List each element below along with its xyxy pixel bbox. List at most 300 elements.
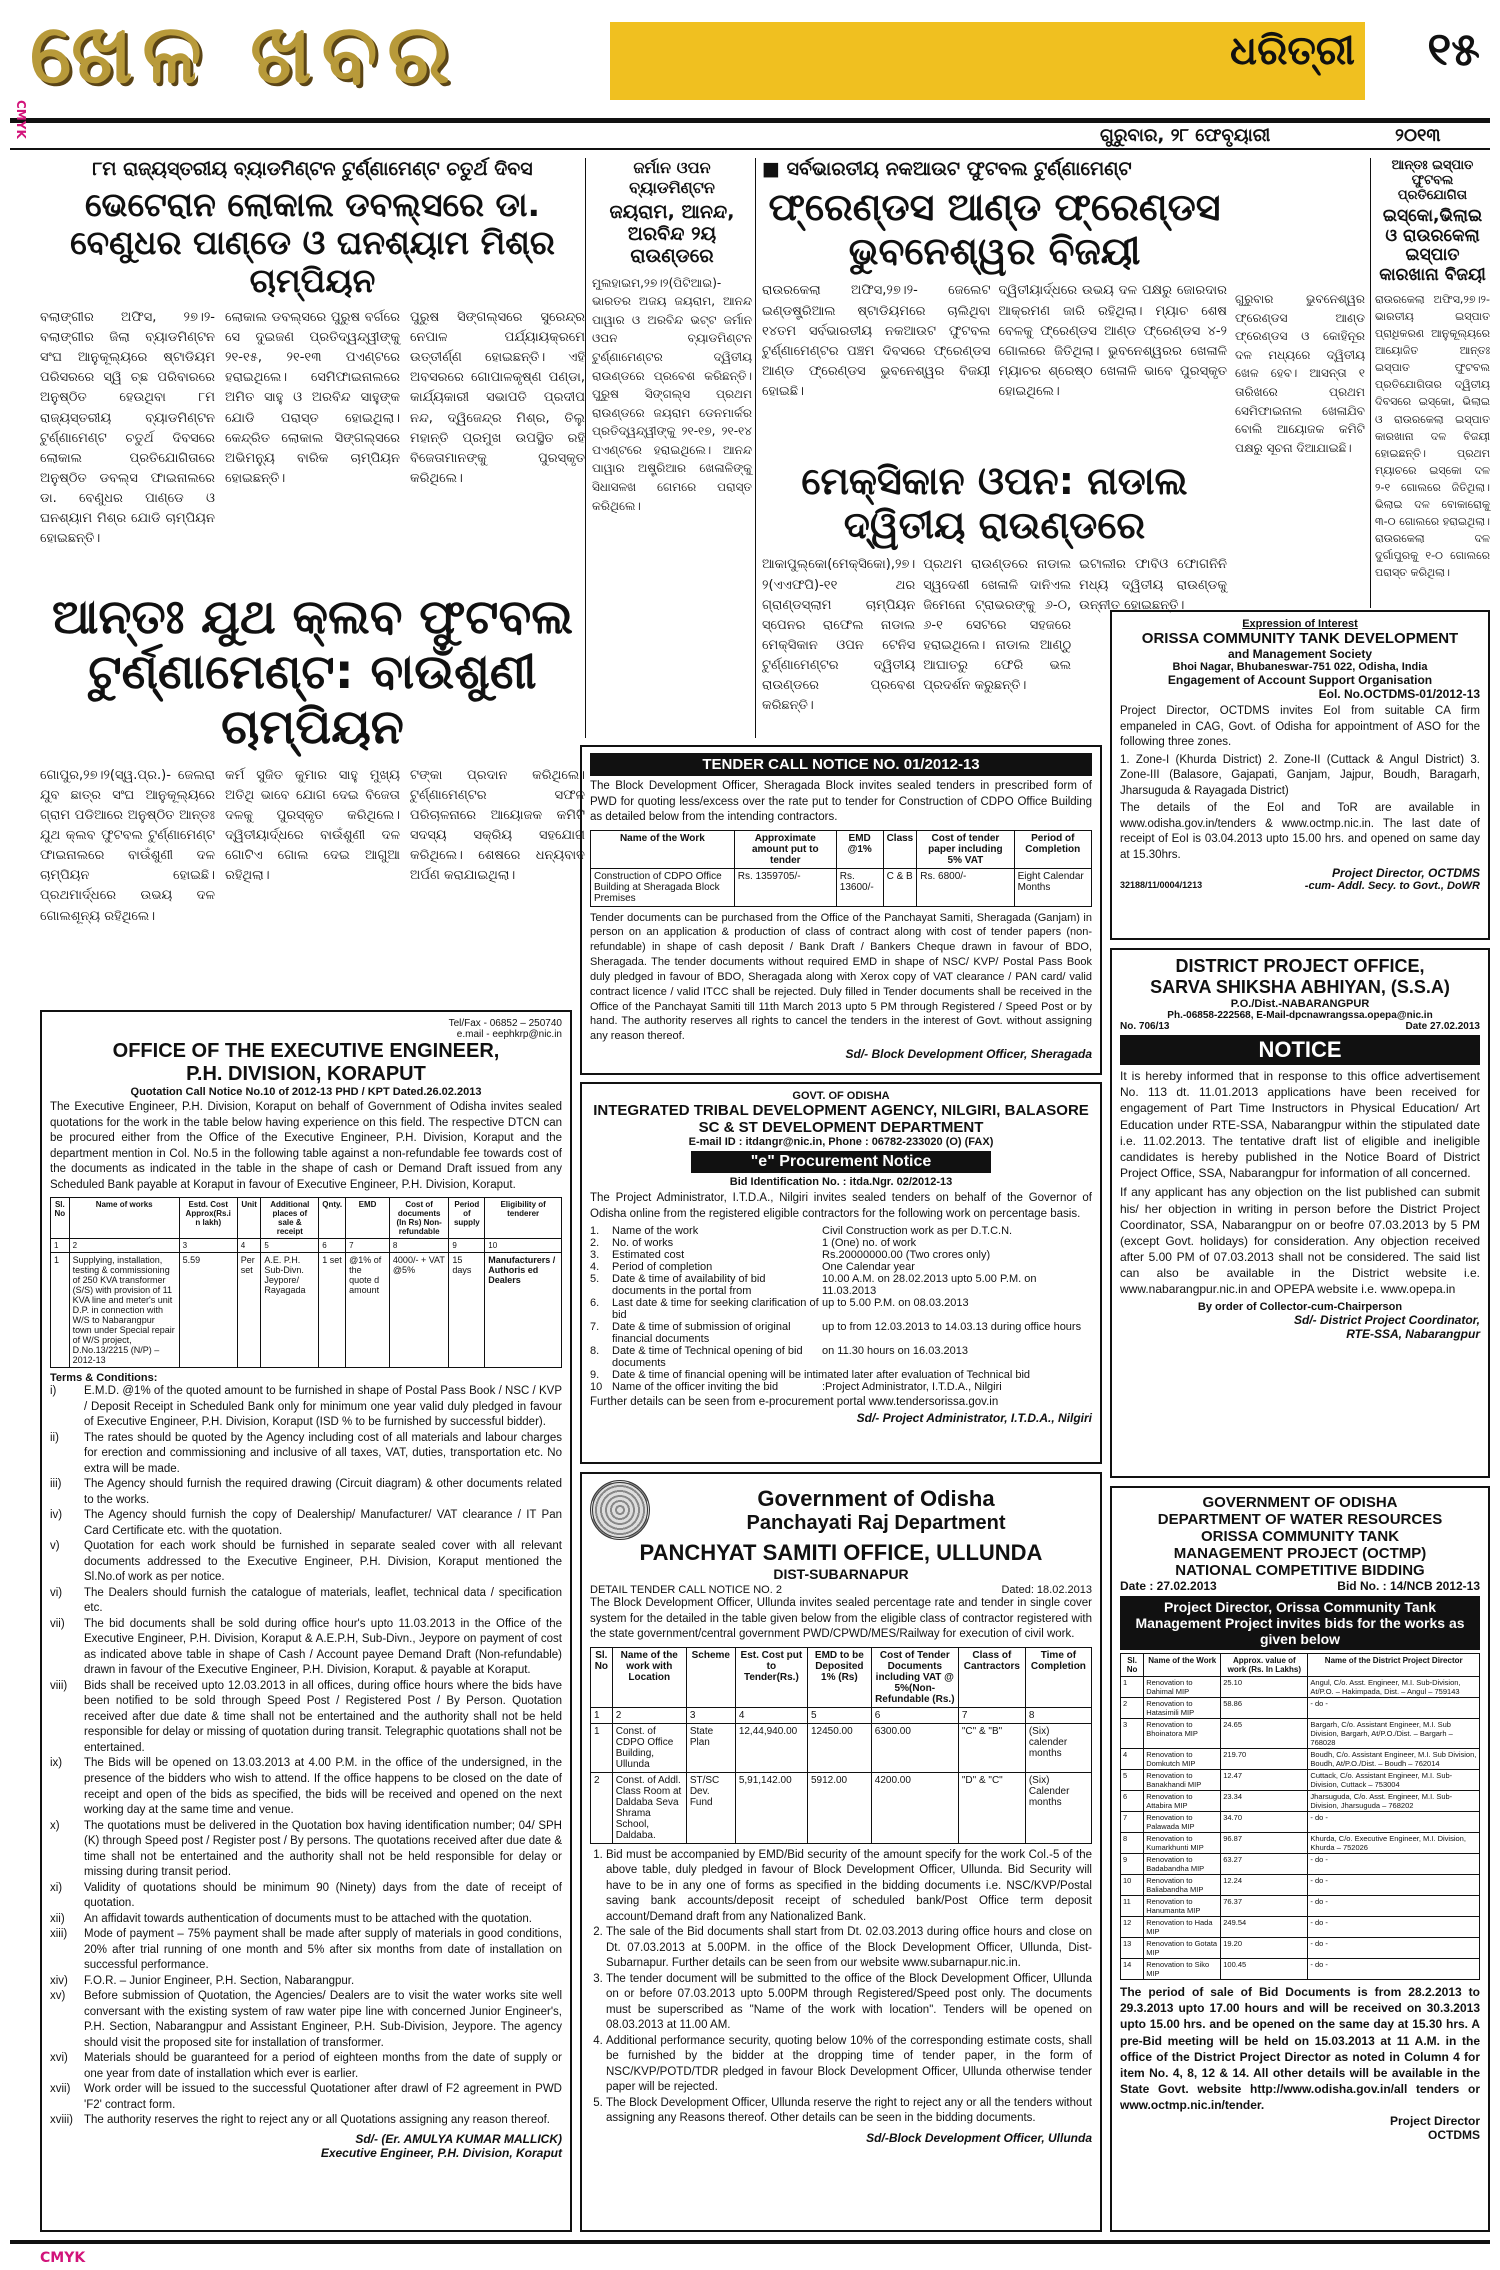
table-cell: 1: [51, 1239, 70, 1253]
table-cell: - do -: [1308, 1812, 1480, 1833]
ad-ullunda-tender: [580, 1472, 1102, 2232]
item-number: 1.: [590, 1225, 600, 1238]
ad-title: NATIONAL COMPETITIVE BIDDING: [1175, 1562, 1425, 1579]
conditions-list: [606, 1848, 1092, 2127]
table-cell: Const. of CDPO Office Building, Ullunda: [612, 1723, 686, 1772]
table-cell: Const. of Addl. Class Room at Daldaba Seva Shrama School, Daldaba.: [612, 1772, 686, 1843]
table-cell: Renovation to Bhoinatora MIP: [1144, 1719, 1221, 1749]
term-text: The authority reserves the right to reject any or all Quotations assigning any reason thereof.: [84, 2114, 551, 2127]
table-cell: 19.20: [1221, 1938, 1308, 1959]
table-header: EMD to be Deposited 1% (Rs): [807, 1647, 871, 1707]
term-number: xi): [50, 1881, 63, 1894]
story-kicker: ଆନ୍ତଃ ଇସ୍ପାତ ଫୁଟବଲ ପ୍ରତିଯୋଗିତା: [1391, 158, 1474, 203]
list-item: [50, 2051, 562, 2082]
ad-email: E-mail ID : itdangr@nic.in, Phone : 06782-233020 (O) (FAX): [688, 1136, 994, 1148]
table-cell: 13: [1121, 1938, 1144, 1959]
story-body: ଇଟାଲୀର ଫାବିଓ ଫୋଗନିନି ମଧ୍ୟ ଦ୍ୱିତୀୟ ରାଉଣ୍ଡକୁ ଉନ୍ନୀତ ହୋଇଛନ୍ତି।: [1079, 557, 1228, 613]
table-cell: "C" & "B": [958, 1723, 1025, 1772]
list-item: [50, 1679, 562, 1757]
table-cell: 11: [1121, 1896, 1144, 1917]
story-body: ଟଙ୍କା ପ୍ରଦାନ କରିଥିଲେ। ଟୁର୍ଣ୍ଣାମେଣ୍ଟର ସଫଳ ପରିଚାଳନାରେ ଆୟୋଜକ କମିଟି ସଦସ୍ୟ ସକ୍ରିୟ ସହଯୋଗ କରିଥିଲେ। ଶେଷରେ ଧନ୍ୟବାଦ ଅର୍ପଣ କରାଯାଇଥିଲା।: [410, 767, 585, 884]
list-item: [50, 1819, 562, 1881]
table-cell: 6: [871, 1707, 958, 1723]
item-label: Date & time of submission of original financial documents: [612, 1321, 791, 1346]
term-number: vi): [50, 1586, 63, 1599]
table-cell: 5,91,142.00: [735, 1772, 807, 1843]
item-number: 7.: [590, 1321, 600, 1334]
table-cell: 249.54: [1221, 1917, 1308, 1938]
ad-ref: 32188/11/0004/1213: [1120, 880, 1203, 891]
table-cell: 12.47: [1221, 1770, 1308, 1791]
ad-details: The details of the EoI and ToR are available in www.odisha.gov.in/tenders & www.octmp.nic.in. The last date of receipt of EoI is 03.04.2013 upto 15.00 hrs. and opened on same day at 15.30hrs.: [1120, 802, 1480, 861]
item-number: 5.: [590, 1273, 600, 1286]
table-cell: 100.45: [1221, 1959, 1308, 1980]
term-text: An affidavit towards authentication of documents must to be attached with the quotation.: [84, 1912, 532, 1925]
term-number: v): [50, 1540, 60, 1553]
term-number: xvii): [50, 2083, 71, 2096]
item-value: on 11.30 hours on 16.03.2013: [822, 1345, 968, 1358]
list-item: [50, 1617, 562, 1679]
story-kicker: ଜର୍ମାନ ଓପନ ବ୍ୟାଡମିଣ୍ଟନ: [629, 158, 715, 197]
table-cell: Bargarh, C/o. Assistant Engineer, M.I. Sub Division, Bargarh, At/P.O./Dist. – Bargarh – 768028: [1308, 1719, 1480, 1749]
table-cell: - do -: [1308, 1854, 1480, 1875]
column-rule: [585, 158, 586, 738]
item-value: :Project Administrator, I.T.D.A., Nilgiri: [822, 1381, 1002, 1394]
table-row: [1121, 1812, 1480, 1833]
term-text: The rates should be quoted by the Agency including cost of all materials and labour charges for erection and commissioning and inclusive of all taxes, VAT, duties, transportation etc. No extra will be made.: [84, 1431, 562, 1475]
table-cell: @1% of the quote d amount: [346, 1253, 390, 1368]
table-cell: 23.34: [1221, 1791, 1308, 1812]
term-text: Work order will be issued to the successful Quotationer after drawl of F2 agreement in PWD 'F2' contract form.: [84, 2083, 562, 2111]
ad-signature: Executive Engineer, P.H. Division, Koraput: [320, 2145, 562, 2160]
quotation-table: [50, 1197, 562, 1368]
ad-sheragada-tender: [580, 745, 1102, 1075]
item-number: 3.: [590, 1249, 600, 1262]
ad-signature: Sd/- Project Administrator, I.T.D.A., Nilgiri: [856, 1410, 1092, 1425]
list-item: 2. The sale of the Bid documents shall start from Dt. 02.03.2013 during office hours and close on Dt. 07.03.2013 at 5.00PM. in the office of the Block Development Officer, Ullunda, Dist-Subarnapur. Further details can be seen from our website www.subarnapur.nic.in.: [606, 1925, 1092, 1972]
table-header: Scheme: [686, 1647, 735, 1707]
list-item: [50, 1431, 562, 1478]
ad-engagement: Engagement of Account Support Organisation: [1167, 673, 1433, 687]
story-body: ଗୁରୁବାର ଭୁବନେଶ୍ୱର ଫ୍ରେଣ୍ଡସ ଆଣ୍ଡ ଫ୍ରେଣ୍ଡସ ଓ କୋହିନୂର ଦଳ ମଧ୍ୟରେ ଦ୍ୱିତୀୟ ଖେଳ ହେବ। ଆସନ୍ତା ୧ ତାରିଖରେ ପ୍ରଥମ ସେମିଫାଇନାଲ ଖେଳାଯିବ ବୋଲି ଆୟୋଜକ କମିଟି ପକ୍ଷରୁ ସୂଚନା ଦିଆଯାଇଛି।: [1235, 292, 1365, 455]
ad-date: Date 27.02.2013: [1405, 1021, 1480, 1032]
term-text: Mode of payment – 75% payment shall be made after supply of materials in good conditions, 20% after trial running of one month and 5% after six months from date of installation on successful performance.: [84, 1928, 562, 1972]
item-label: Name of the officer inviting the bid: [612, 1381, 779, 1394]
table-cell: 14: [1121, 1959, 1144, 1980]
ad-date: Dated: 18.02.2013: [1001, 1584, 1092, 1596]
table-header: Time of Completion: [1025, 1647, 1091, 1707]
ad-signature: Project Director, OCTDMS: [1331, 866, 1480, 881]
table-header: Class of Cantractors: [958, 1647, 1025, 1707]
ad-further: Further details can be seen from e-procurement portal www.tendersorissa.gov.in: [590, 1396, 999, 1409]
table-cell: 96.87: [1221, 1833, 1308, 1854]
item-label: Name of the work: [612, 1225, 699, 1238]
list-item: [50, 1912, 562, 1928]
table-header: Additional places of sale & receipt: [261, 1198, 319, 1239]
divider: [10, 148, 1490, 150]
ad-body: If any applicant has any objection on the list published can submit his/ her objection in writing in person before the District Project Coordinator, SSA, Nabarangpur on or beofre 07.03.2013 by 5 PM (except Govt. holidays) for consideration. Any objection received after 5.00 PM of 07.03.2013 shall not be considered. The said list can also be available in the District website i.e. www.nabarangpur.nic.in and OPEPA website i.e. www.opepa.in: [1120, 1185, 1480, 1297]
table-row: [591, 1723, 1092, 1772]
item-label: Date & time of Technical opening of bid documents: [612, 1345, 803, 1370]
list-item: [590, 1249, 1092, 1261]
term-number: vii): [50, 1617, 65, 1630]
table-cell: 12,44,940.00: [735, 1723, 807, 1772]
ad-no: No. 706/13: [1120, 1021, 1170, 1032]
list-item: [50, 1756, 562, 1818]
table-cell: 10: [1121, 1875, 1144, 1896]
table-row: [1121, 1959, 1480, 1980]
table-cell: C & B: [883, 868, 917, 906]
term-text: E.M.D. @1% of the quoted amount to be furnished in shape of Postal Pass Book / NSC / KVP / Deposit Receipt in Scheduled Bank only for minimum one year valid duly pledged in favour of Executive Engineer, P.H. Division, Koraput (ISD % to be furnished by successful bidder).: [84, 1385, 562, 1429]
table-row: [1121, 1854, 1480, 1875]
ad-title: GOVERNMENT OF ODISHA: [1202, 1494, 1398, 1511]
story-kicker: ୮ମ ରାଜ୍ୟସ୍ତରୀୟ ବ୍ୟାଡମିଣ୍ଟନ ଟୁର୍ଣ୍ଣାମେଣ୍ଟ ଚତୁର୍ଥ ଦିବସ: [92, 158, 533, 180]
table-cell: 3: [686, 1707, 735, 1723]
item-number: 10: [590, 1381, 603, 1394]
item-label: Last date & time for seeking clarification of bid: [612, 1297, 819, 1322]
table-header: Cost of tender paper including 5% VAT: [917, 830, 1014, 868]
table-cell: 24.65: [1221, 1719, 1308, 1749]
table-cell: Rs. 6800/-: [917, 868, 1014, 906]
term-text: Materials should be guaranteed for a period of eighteen months from the date of supply or one year from date of installation which ever is earlier.: [84, 2052, 562, 2080]
table-header: Period of supply: [449, 1198, 485, 1239]
table-cell: - do -: [1308, 1959, 1480, 1980]
table-cell: Supplying, installation, testing & commissioning of 250 KVA transformer (S/S) with provision of 11 KVA line and meter's unit D.P. in connection with W/S to Nabarangpur town under Special repair of W/S project, D.No.13/2215 (N/P) – 2012-13: [69, 1253, 179, 1368]
story-allindia-football: [762, 158, 1227, 402]
table-cell: 6: [1121, 1791, 1144, 1812]
item-value: One Calendar year: [822, 1261, 915, 1274]
table-cell: Jharsuguda, C/o. Asst. Engineer, M.I. Sub-Division, Jharsuguda – 768202: [1308, 1791, 1480, 1812]
table-cell: Khurda, C/o. Executive Engineer, M.I. Division, Khurda – 752026: [1308, 1833, 1480, 1854]
ad-body: Project Director, OCTDMS invites EoI from suitable CA firm empaneled in CAG, Govt. of Odisha for appointment of ASO for the following three zones.: [1120, 705, 1480, 749]
list-item: [50, 1477, 562, 1508]
table-cell: 10: [485, 1239, 562, 1253]
story-body: ରାଉରକେଲା ଅଫିସ,୨୭।୨- ଜେଲେଟ ଇଣ୍ଡଷ୍ଟ୍ରିଆଲ ଷ୍ଟାଡିୟମରେ ଚାଲିଥିବା ୧୪ତମ ସର୍ବଭାରତୀୟ ନକଆଉଟ ଫୁଟବଲ ଟୁର୍ଣ୍ଣାମେଣ୍ଟର ପଞ୍ଚମ ଦିବସରେ ଫ୍ରେଣ୍ଡସ ଆଣ୍ଡ ଫ୍ରେଣ୍ଡସ ଭୁବନେଶ୍ୱର ବିଜୟୀ ହୋଇଛି।: [762, 283, 991, 400]
table-header: Approx. value of work (Rs. In Lakhs): [1221, 1654, 1308, 1677]
table-cell: 3: [1121, 1719, 1144, 1749]
table-row: [1121, 1938, 1480, 1959]
table-cell: 58.86: [1221, 1698, 1308, 1719]
table-cell: 7: [958, 1707, 1025, 1723]
term-number: xii): [50, 1912, 65, 1925]
ad-signature: Sd/- Block Development Officer, Sheragada: [845, 1047, 1092, 1062]
term-number: xviii): [50, 2114, 73, 2127]
table-cell: 25.10: [1221, 1677, 1308, 1698]
story-youth-club-football: [40, 590, 585, 927]
story-body: ବଲାଙ୍ଗୀର ଅଫିସ, ୨୭।୨- ବଲାଙ୍ଗୀର ଜିଲା ବ୍ୟାଡମିଣ୍ଟନ ସଂଘ ଆନୁକୂଲ୍ୟରେ ଷ୍ଟାଡିୟମ ପରିସରରେ ସ୍ୱି ଚ୍ଛ ପରିବାରରେ ଅନୁଷ୍ଠିତ ହେଉଥିବା ୮ମ ରାଜ୍ୟସ୍ତରୀୟ ବ୍ୟାଡମିଣ୍ଟନ ଟୁର୍ଣ୍ଣାମେଣ୍ଟ ଚତୁର୍ଥ ଦିବସରେ ଲୋକାଲ ପ୍ରତିଯୋଗିତାରେ ଅନୁଷ୍ଠିତ ଡବଲ୍ସ ଫାଇନାଲରେ ଡା. ବେଣୁଧର ପାଣ୍ଡେ ଓ ଘନଶ୍ୟାମ ମିଶ୍ର ଯୋଡି ଚାମ୍ପିୟନ ହୋଇଛନ୍ତି।: [40, 309, 215, 547]
table-cell: (Six) calender months: [1025, 1723, 1091, 1772]
table-cell: 76.37: [1221, 1896, 1308, 1917]
ad-body: Tender documents can be purchased from the Office of the Panchayat Samiti, Sheragada (Ganjam) in person on an application & production of class of contract along with cost of tender papers (non-refundable) in shape of cash deposit / Bank Draft / Bankers Cheque drawn in favour of BDO, Sheragada. The tender documents without required EMD in shape of NSC/ KVP/ Postal Pass Book duly pledged in favour of BDO, Sheragada along with Xerox copy of VAT clearance / PAN card/ valid contract licence / valid ITCC shall be rejected. Duly filled in Tender documents shall be received in the Office of the Panchayat Samiti till 11th March 2013 upto 5 PM through Registered / Speed Post or by hand. The authority reserves all rights to cancel the tenders in the interest of Govt. without assigning any reason thereof.: [590, 911, 1092, 1043]
item-label: Date & time of financial opening will be intimated later after evaluation of Technical bid: [612, 1369, 1031, 1382]
term-number: ix): [50, 1757, 63, 1770]
table-header: Name of the Work: [1144, 1654, 1221, 1677]
ad-ssa-notice: [1110, 948, 1490, 1478]
ad-dowr-ncb: [1110, 1486, 1490, 2232]
ad-intro: The Project Administrator, I.T.D.A., Nilgiri invites sealed tenders on behalf of the Governor of Odisha online from the registered eligible contractors for the following work on percentage basis.: [590, 1192, 1092, 1220]
table-cell: 9: [449, 1239, 485, 1253]
story-body: ମୁଲହାଇମ,୨୭।୨(ପିଟିଆଇ)- ଭାରତର ଅଜୟ ଜୟରାମ, ଆନନ୍ଦ ପାୱାର ଓ ଅରବିନ୍ଦ ଭଟ୍ଟ ଜର୍ମାନ ଓପନ ବ୍ୟାଡମିଣ୍ଟନ ଟୁର୍ଣ୍ଣାମେଣ୍ଟର ଦ୍ୱିତୀୟ ରାଉଣ୍ଡରେ ପ୍ରବେଶ କରିଛନ୍ତି। ପୁରୁଷ ସିଙ୍ଗଲ୍ସ ପ୍ରଥମ ରାଉଣ୍ଡରେ ଜୟରାମ ଡେନମାର୍କର ପ୍ରତିଦ୍ୱନ୍ଦ୍ୱୀଙ୍କୁ ୨୧-୧୭, ୨୧-୧୪ ପଏଣ୍ଟରେ ହରାଇଥିଲେ। ଆନନ୍ଦ ପାୱାର ଅଷ୍ଟ୍ରିଆର ଖେଳାଳିଙ୍କୁ ସିଧାସଳଖ ଗେମରେ ପରାସ୍ତ କରିଥିଲେ।: [592, 275, 752, 513]
table-row: [1121, 1833, 1480, 1854]
table-cell: Angul, C/o. Asst. Engineer, M.I. Sub-Division, At/P.O. – Hakimpada, Dist. – Angul – 759143: [1308, 1677, 1480, 1698]
ad-octdms-eoi: [1110, 610, 1490, 940]
ad-tel: Tel/Fax - 06852 – 250740: [448, 1018, 562, 1029]
ad-zones: 1. Zone-I (Khurda District) 2. Zone-II (Cuttack & Angul District) 3. Zone-III (Balasore, Gajapati, Ganjam, Jajpur, Boudh, Baragarh, Jharsuguda & Rayagada District): [1120, 753, 1480, 797]
list-item: [590, 1381, 1092, 1393]
item-label: No. of works: [612, 1237, 674, 1250]
ad-top: Expression of Interest: [1242, 618, 1358, 630]
table-cell: 5: [1121, 1770, 1144, 1791]
table-cell: 1: [591, 1707, 613, 1723]
table-cell: A.E. P.H. Sub-Divn. Jeypore/ Rayagada: [261, 1253, 319, 1368]
table-cell: 12.24: [1221, 1875, 1308, 1896]
tender-table: [590, 830, 1092, 907]
ad-order: By order of Collector-cum-Chairperson: [1197, 1300, 1403, 1313]
terms-title: Terms & Conditions:: [50, 1372, 158, 1385]
table-cell: 9: [1121, 1854, 1144, 1875]
ad-intro: The Executive Engineer, P.H. Division, Koraput on behalf of Government of Odisha invites sealed quotations for the work in the table below having experience on this field. The respective DTCN can be procured either from the Office of the Executive Engineer, P.H. Division, Koraput and the department mention in Col. No.5 in the following table against a non-refundable fee towards cost of the documents as indicated in the table in the shape of cash or Demand Draft issued from any Scheduled Bank payable at Koraput in favour of Executive Engineer, P.H. Division, Koraput.: [50, 1101, 562, 1191]
list-item: [50, 2082, 562, 2113]
list-item: [50, 2113, 562, 2129]
table-cell: State Plan: [686, 1723, 735, 1772]
column-rule: [755, 158, 756, 738]
table-row: [591, 1707, 1092, 1723]
ad-signature: Sd/-Block Development Officer, Ullunda: [866, 2130, 1092, 2145]
table-cell: 7: [346, 1239, 390, 1253]
table-cell: Renovation to Gotata MIP: [1144, 1938, 1221, 1959]
item-label: Date & time of availability of bid documents in the portal from: [612, 1273, 766, 1298]
ad-bid-no: Bid No. : 14/NCB 2012-13: [1337, 1579, 1480, 1593]
term-text: The Bids will be opened on 13.03.2013 at 4.00 P.M. in the office of the undersigned, in the presence of the bidders who wish to attend. If the office happens to be closed on the date of receipt and open of the bids as specified, the bids will be received and opened on the next working day at the same time and venue.: [84, 1757, 562, 1817]
term-text: The Agency should furnish the copy of Dealership/ Manufacturer/ VAT clearance / IT Pan Card Certificate etc. with the quotation.: [84, 1509, 562, 1537]
table-cell: 12450.00: [807, 1723, 871, 1772]
table-cell: 4000/- + VAT @5%: [389, 1253, 449, 1368]
table-cell: 4: [237, 1239, 261, 1253]
table-row: [1121, 1698, 1480, 1719]
story-body: ପୁରୁଷ ସିଙ୍ଗଲ୍ସରେ ସୁରେନ୍ଦ୍ର ନେପାଳ ପର୍ଯ୍ୟାୟକ୍ରମେ ଉତ୍ତୀର୍ଣ୍ଣ ହୋଇଛନ୍ତି। ଏହି ଅବସରରେ ଗୋପାଳକୃଷ୍ଣ ପଣ୍ଡା, କାର୍ଯ୍ୟକାରୀ ସଭାପତି ପ୍ରଦୀପ ନନ୍ଦ, ଦ୍ୱିଜେନ୍ଦ୍ର ମିଶ୍ର, ତିଲୁ ମହାନ୍ତି ପ୍ରମୁଖ ଉପସ୍ଥିତ ରହି ବିଜେତାମାନଙ୍କୁ ପୁରସ୍କୃତ କରିଥିଲେ।: [410, 309, 585, 486]
table-row: [51, 1253, 562, 1368]
story-headline: ଭେଟେରାନ ଲୋକାଲ ଡବଲ୍ସରେ ଡା. ବେଣୁଧର ପାଣ୍ଡେ ଓ ଘନଶ୍ୟାମ ମିଶ୍ର ଚାମ୍ପିୟନ: [70, 185, 555, 300]
table-cell: 6: [319, 1239, 346, 1253]
table-row: [1121, 1719, 1480, 1749]
column-rule: [1370, 158, 1371, 608]
ad-intro: The Block Development Officer, Ullunda invites sealed percentage rate and tender in single cover system for the detailed in the table given below from the eligible class of contractor registered with the state government/central government PWD/CPWD/MES/Railway for execution of civil work.: [590, 1597, 1092, 1641]
ad-signature: Sd/- (Er. AMULYA KUMAR MALLICK): [355, 2131, 562, 2146]
story-german-open: [592, 158, 752, 515]
table-cell: 1: [51, 1253, 70, 1368]
term-text: The Dealers should furnish the catalogue of materials, leaflet, technical data / specification etc.: [84, 1586, 562, 1615]
table-header: Sl. No: [51, 1198, 70, 1239]
table-cell: Renovation to Kumarkhunti MIP: [1144, 1833, 1221, 1854]
story-body: ଗୋପୁର,୨୭।୨(ସ୍ୱ.ପ୍ର.)- ଜେଲରା ଯୁବ ଛାତ୍ର ସଂଘ ଆନୁକୂଲ୍ୟରେ ଗ୍ରାମ ପଡିଆରେ ଅନୁଷ୍ଠିତ ଆନ୍ତଃ ଯୁଥ କ୍ଲବ ଫୁଟବଲ ଟୁର୍ଣ୍ଣାମେଣ୍ଟ ଫାଇନାଲରେ ବାଉଁଶୁଣୀ ଦଳ ଚାମ୍ପିୟନ ହୋଇଛି। ପ୍ରଥମାର୍ଦ୍ଧରେ ଉଭୟ ଦଳ ଗୋଲଶୂନ୍ୟ ରହିଥିଲେ।: [40, 767, 215, 924]
story-headline: ଫ୍ରେଣ୍ଡସ ଆଣ୍ଡ ଫ୍ରେଣ୍ଡସ ଭୁବନେଶ୍ୱର ବିଜୟୀ: [768, 185, 1221, 273]
term-text: The bid documents shall be sold during office hour's upto 11.03.2013 in the Office of the Executive Engineer, P.H. Division, Koraput & A.E.P.H, Sub-Divn., Jeypore on payment of cost as indicated above table in shape of Cash / Account payee Demand Draft (Non-refundable) drawn in favour of the Executive Engineer, P.H. Division, Koraput. & payable at Koraput.: [84, 1617, 562, 1677]
table-cell: 4200.00: [871, 1772, 958, 1843]
term-text: F.O.R. – Junior Engineer, P.H. Section, Nabarangpur.: [84, 1974, 355, 1987]
term-number: xiv): [50, 1974, 68, 1987]
term-number: xvi): [50, 2052, 68, 2065]
ad-title: SARVA SHIKSHA ABHIYAN, (S.S.A): [1150, 977, 1450, 997]
ad-title: P.H. DIVISION, KORAPUT: [186, 1063, 426, 1085]
item-label: Estimated cost: [612, 1249, 685, 1262]
term-text: The quotations must be delivered in the Quotation box having identification number; 04/ SPH (K) through Speed post / Register post / By persons. The quotations received after due date & time shall not be entertained and the authority shall not be held responsible for delay or missing during transit period.: [84, 1819, 562, 1879]
cmyk-mark-top: CMYK: [14, 100, 28, 139]
item-number: 4.: [590, 1261, 600, 1274]
table-cell: - do -: [1308, 1917, 1480, 1938]
list-item: [590, 1273, 1092, 1297]
ad-signature: Sd/- District Project Coordinator,: [1293, 1312, 1480, 1327]
list-item: [50, 1989, 562, 2051]
table-cell: 5.59: [179, 1253, 237, 1368]
table-header: Sl. No: [591, 1647, 613, 1707]
ad-subtitle: SC & ST DEVELOPMENT DEPARTMENT: [698, 1119, 984, 1136]
story-body: କର୍ମ ସୁଜିତ କୁମାର ସାହୁ ମୁଖ୍ୟ ଅତିଥି ଭାବେ ଯୋଗ ଦେଇ ବିଜେତା ଦଳକୁ ପୁରସ୍କୃତ କରିଥିଲେ। ଦ୍ୱିତୀୟାର୍ଦ୍ଧରେ ବାଉଁଶୁଣୀ ଦଳ ଗୋଟିଏ ଗୋଲ ଦେଇ ଆଗୁଆ ରହିଥିଲା।: [225, 767, 400, 884]
table-header: Cost of documents (In Rs) Non-refundable: [389, 1198, 449, 1239]
ad-phone: Ph.-06858-222568, E-Mail-dpcnawrangssa.opepa@nic.in: [1167, 1010, 1433, 1021]
table-cell: 2: [69, 1239, 179, 1253]
table-cell: 5912.00: [807, 1772, 871, 1843]
ad-sub: and Management Society: [1227, 647, 1373, 661]
table-cell: Renovation to Domkutch MIP: [1144, 1749, 1221, 1770]
table-cell: 2: [591, 1772, 613, 1843]
table-header: Class: [883, 830, 917, 868]
table-cell: Renovation to Dahimal MIP: [1144, 1677, 1221, 1698]
odisha-emblem-icon: [590, 1480, 650, 1540]
list-item: [50, 1927, 562, 1974]
table-cell: Cuttack, C/o. Assistant Engineer, M.I. Sub-Division, Cuttack – 753004: [1308, 1770, 1480, 1791]
ad-signature: OCTDMS: [1428, 2127, 1480, 2142]
list-item: [50, 1586, 562, 1617]
item-value: Civil Construction work as per D.T.C.N.: [822, 1225, 1013, 1238]
list-item: [590, 1237, 1092, 1249]
table-cell: 15 days: [449, 1253, 485, 1368]
table-row: [1121, 1875, 1480, 1896]
table-row: [591, 868, 1092, 906]
term-text: Bids shall be received upto 12.03.2013 in all offices, during office hours where the bids have been notified to be sold through Speed Post / Registered Post / By Person. Quotation received after due date & time shall not be entertained and the authority shall not be held responsible for delay or missing of quotation during transit. Telegraphic quotations shall not be entertained.: [84, 1679, 562, 1754]
ad-date: Date : 27.02.2013: [1120, 1579, 1217, 1593]
table-header: Cost of Tender Documents including VAT @ 5%(Non-Refundable (Rs.): [871, 1647, 958, 1707]
list-item: [590, 1297, 1092, 1321]
ad-bid-id: Bid Identification No. : itda.Ngr. 02/2012-13: [729, 1176, 953, 1188]
ad-body: It is hereby informed that in response to this office advertisement No. 113 dt. 11.01.2013 applications have been received for engagement of Part Time Instructors in Physical Education/ Art Education under RTE-SSA, Nabarangpur within the stipulated date i.e. 11.02.2013. The tentative draft list of eligible and ineligible candidates is hereby published in the Notice Board of District Project Office, SSA, Nabarangpur for information of all concerned.: [1120, 1069, 1480, 1181]
table-row: [1121, 1749, 1480, 1770]
table-cell: 5: [261, 1239, 319, 1253]
table-cell: Renovation to Hada MIP: [1144, 1917, 1221, 1938]
cmyk-mark-bottom: CMYK: [40, 2250, 86, 2266]
table-cell: "D" & "C": [958, 1772, 1025, 1843]
term-number: viii): [50, 1679, 68, 1692]
story-headline: ଆନ୍ତଃ ଯୁଥ କ୍ଲବ ଫୁଟବଲ ଟୁର୍ଣ୍ଣାମେଣ୍ଟ: ବାଉଁଶୁଣୀ ଚାମ୍ପିୟନ: [51, 589, 574, 756]
table-cell: 219.70: [1221, 1749, 1308, 1770]
term-number: xiii): [50, 1928, 68, 1941]
table-header: Name of works: [69, 1198, 179, 1239]
item-label: Period of completion: [612, 1261, 713, 1274]
ad-title: OFFICE OF THE EXECUTIVE ENGINEER,: [112, 1040, 500, 1062]
story-headline: ଜୟରାମ, ଆନନ୍ଦ, ଅରବିନ୍ଦ ୨ୟ ରାଉଣ୍ଡରେ: [609, 201, 735, 267]
item-number: 9.: [590, 1369, 600, 1382]
table-cell: 2: [1121, 1698, 1144, 1719]
table-row: [1121, 1917, 1480, 1938]
list-item: [590, 1369, 1092, 1381]
table-cell: Rs. 1359705/-: [734, 868, 836, 906]
term-number: xv): [50, 1990, 66, 2003]
item-value: Rs.20000000.00 (Two crores only): [822, 1249, 991, 1262]
list-item: [50, 1881, 562, 1912]
table-cell: 3: [179, 1239, 237, 1253]
table-cell: 1: [591, 1723, 613, 1772]
item-number: 2.: [590, 1237, 600, 1250]
term-text: Validity of quotations should be minimum 90 (Ninety) days from the date of receipt of quotation.: [84, 1881, 562, 1910]
table-header: Est. Cost put to Tender(Rs.): [735, 1647, 807, 1707]
item-value: 10.00 A.M. on 28.02.2013 upto 5.00 P.M. on 11.03.2013: [822, 1273, 1037, 1298]
ad-title: DISTRICT PROJECT OFFICE,: [1175, 956, 1425, 976]
term-number: x): [50, 1819, 60, 1832]
table-cell: Renovation to Siko MIP: [1144, 1959, 1221, 1980]
table-cell: Renovation to Hanumanta MIP: [1144, 1896, 1221, 1917]
table-row: [1121, 1791, 1480, 1812]
table-header: EMD @1%: [836, 830, 883, 868]
ad-itda-eprocurement: [580, 1082, 1102, 1464]
item-value: 1 (One) no. of work: [822, 1237, 917, 1250]
table-row: [1121, 1770, 1480, 1791]
table-row: [1121, 1677, 1480, 1698]
term-number: ii): [50, 1431, 59, 1444]
table-cell: 12: [1121, 1917, 1144, 1938]
ad-title: MANAGEMENT PROJECT (OCTMP): [1173, 1545, 1427, 1562]
tender-table: [590, 1647, 1092, 1844]
section-title: ଖେଳ ଖବର: [30, 6, 460, 102]
term-text: Quotation for each work should be furnished in separate sealed cover with all relevant documents addressed to the Executive Engineer, P.H. Division, Koraput mentioned the Sl.No.of work as per notice.: [84, 1540, 562, 1584]
ad-qcn: Quotation Call Notice No.10 of 2012-13 PHD / KPT Dated.26.02.2013: [130, 1086, 482, 1098]
table-cell: Construction of CDPO Office Building at Sheragada Block Premises: [591, 868, 735, 906]
ad-item-list: [590, 1225, 1092, 1393]
table-cell: 1: [1121, 1677, 1144, 1698]
table-cell: - do -: [1308, 1938, 1480, 1959]
dateline: ଗୁରୁବାର, ୨୮ ଫେବୃୟାରୀ: [1100, 125, 1271, 146]
ad-signature: -cum- Addl. Secy. to Govt., DoWR: [1304, 880, 1480, 893]
table-cell: 8: [389, 1239, 449, 1253]
ad-eoi-no: Eol. No.OCTDMS-01/2012-13: [1318, 687, 1480, 701]
ad-invite-banner: Project Director, Orissa Community Tank Management Project invites bids for the works as given below: [1120, 1596, 1480, 1650]
term-number: iii): [50, 1478, 62, 1491]
table-cell: 6300.00: [871, 1723, 958, 1772]
ad-footer: The period of sale of Bid Documents is from 28.2.2013 to 29.3.2013 upto 17.00 hours and will be received on 30.3.2013 upto 15.00 hrs. and be opened on the same day at 15.30 hrs. A pre-Bid meeting will be held on 15.03.2013 at 11 A.M. in the office of the District Project Director as noted in Column 4 for item No. 4, 8, 12 & 14. All other details will be available in the State Govt. website http://www.odisha.gov.in/all tenders or www.octmp.nic.in/tender.: [1120, 1985, 1480, 2113]
ad-subtitle: Panchayati Raj Department: [746, 1511, 1006, 1534]
story-badminton-veteran: [40, 158, 585, 550]
ad-title: ORISSA COMMUNITY TANK DEVELOPMENT: [1141, 630, 1459, 647]
story-body: ପ୍ରଥମ ରାଉଣ୍ଡରେ ନାଡାଲ ସ୍ୱଦେଶୀ ଖେଳାଳି ଦାନିଏଲ ଜିମେନୋ ଟ୍ରାଭରଙ୍କୁ ୬-୦, ୬-୧ ସେଟରେ ସହଜରେ ହରାଇଥିଲେ। ନାଡାଲ ଆଣ୍ଠୁ ଆଘାତରୁ ଫେରି ଭଲ ପ୍ରଦର୍ଶନ କରୁଛନ୍ତି।: [923, 557, 1072, 694]
table-cell: 8: [1025, 1707, 1091, 1723]
table-row: [51, 1239, 562, 1253]
ad-notice-no: DETAIL TENDER CALL NOTICE NO. 2: [590, 1584, 782, 1596]
ad-title: Government of Odisha: [757, 1485, 995, 1511]
table-cell: 4: [1121, 1749, 1144, 1770]
story-headline: ଇସ୍କୋ,ଭିଲାଇ ଓ ରାଉରକେଲା ଇସ୍ପାତ କାରଖାନା ବିଜୟୀ: [1379, 206, 1486, 285]
term-text: The Agency should furnish the required drawing (Circuit diagram) & other documents related to the works.: [84, 1478, 562, 1506]
story-body: ରାଉରକେଲା ଅଫିସ,୨୭।୨- ଭାରତୀୟ ଇସ୍ପାତ ପ୍ରାଧିକରଣ ଆନୁକୂଲ୍ୟରେ ଆୟୋଜିତ ଆନ୍ତଃ ଇସ୍ପାତ ଫୁଟବଲ ପ୍ରତିଯୋଗିତାର ଦ୍ୱିତୀୟ ଦିବସରେ ଇସ୍କୋ, ଭିଲାଇ ଓ ରାଉରକେଲା ଇସ୍ପାତ କାରଖାନା ଦଳ ବିଜୟୀ ହୋଇଛନ୍ତି। ପ୍ରଥମ ମ୍ୟାଚରେ ଇସ୍କୋ ଦଳ ୨-୧ ଗୋଲରେ ଜିତିଥିଲା। ଭିଲାଇ ଦଳ ବୋକାରୋକୁ ୩-୦ ଗୋଲରେ ହରାଇଥିଲା। ରାଉରକେଲା ଦଳ ଦୁର୍ଗାପୁରକୁ ୧-୦ ଗୋଲରେ ପରାସ୍ତ କରିଥିଲା।: [1375, 293, 1490, 579]
table-cell: 34.70: [1221, 1812, 1308, 1833]
bottom-rule: [10, 2240, 1490, 2244]
year: ୨୦୧୩: [1395, 125, 1441, 146]
list-item: [590, 1261, 1092, 1273]
list-item: [50, 1539, 562, 1586]
ad-title: TENDER CALL NOTICE NO. 01/2012-13: [590, 753, 1092, 776]
ad-district: DIST-SUBARNAPUR: [773, 1566, 909, 1582]
term-text: Before submission of Quotation, the Agencies/ Dealers are to visit the water works site well conversant with the existing system of raw water pipe line with concerned Junior Engineer's, P.H. Section, Nabarangpur and Assistant Engineer, P.H. Sub-Division, Jeypore. The agency should visit the proposed site for installation of transformer.: [84, 1990, 562, 2049]
table-cell: 5: [807, 1707, 871, 1723]
ad-gov: GOVT. OF ODISHA: [792, 1090, 890, 1102]
table-header: Name of the work with Location: [612, 1647, 686, 1707]
